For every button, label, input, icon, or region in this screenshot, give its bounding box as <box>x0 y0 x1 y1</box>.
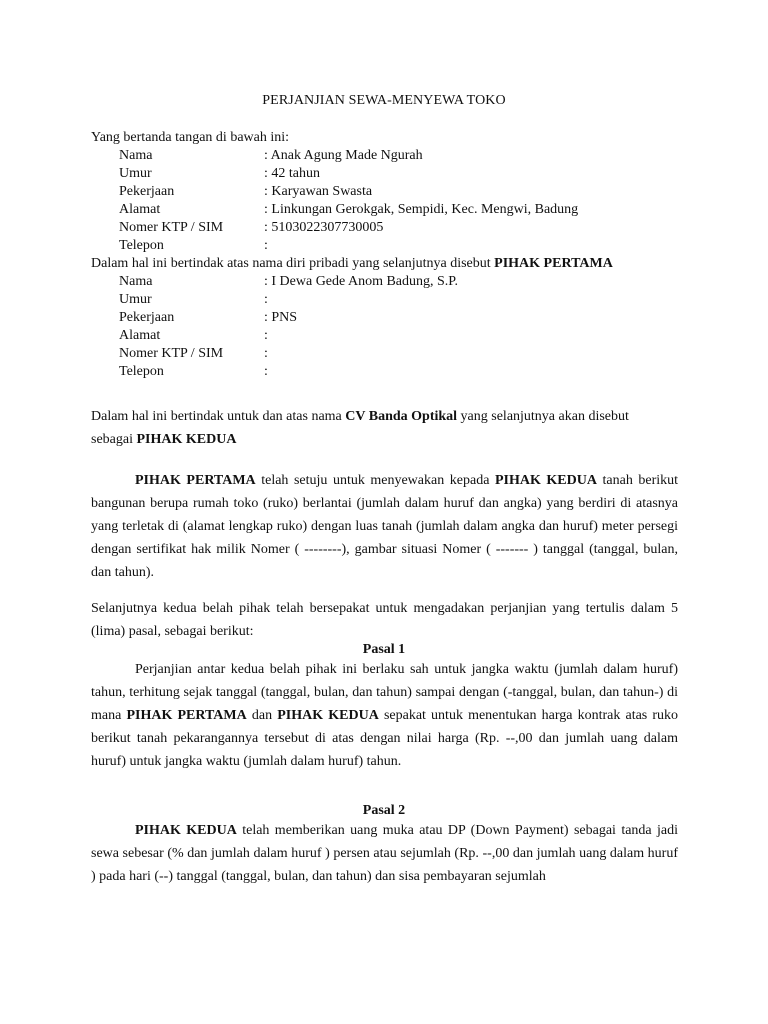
p1-act-text: Dalam hal ini bertindak atas nama diri pribadi yang selanjutnya disebut <box>91 256 491 271</box>
p2-label-nama: Nama <box>119 274 153 289</box>
main-paragraph-a: telah setuju untuk menyewakan kepada <box>261 473 490 488</box>
p1-label-umur: Umur <box>119 166 152 181</box>
pasal-1-paragraph <box>91 658 678 773</box>
company-name: CV Banda Optikal <box>345 409 458 424</box>
p1-value-alamat: : Linkungan Gerokgak, Sempidi, Kec. Mengwi, Badung <box>264 202 579 217</box>
p1-value-nama: : Anak Agung Made Ngurah <box>264 148 423 163</box>
p2-act-paragraph <box>91 405 678 451</box>
pasal-1-b: dan <box>251 708 273 723</box>
document-title: PERJANJIAN SEWA-MENYEWA TOKO <box>262 93 506 108</box>
p2-value-telepon: : <box>264 364 268 379</box>
p2-value-pekerjaan: : PNS <box>264 310 298 325</box>
p1-value-umur: : 42 tahun <box>264 166 320 181</box>
pasal-2-a: telah memberikan uang muka atau DP (Down Payment) sebagai tanda jadi sewa sebesar (% dan jumlah dalam huruf ) persen atau sejumlah (Rp. --,00 dan jumlah uang dalam huruf ) pada hari (--) tanggal (tanggal, bulan, dan tahun) dan sisa pembayaran sejumlah <box>91 823 679 884</box>
p2-value-alamat: : <box>264 328 268 343</box>
p2-label-umur: Umur <box>119 292 152 307</box>
pasal-1-a: Perjanjian antar kedua belah pihak ini berlaku sah untuk jangka waktu (jumlah dalam huruf) tahun, terhitung sejak tanggal (tanggal, bulan, dan tahun) sampai dengan (-tanggal, bulan, dan tahun-) di mana <box>91 662 678 723</box>
pasal-1-heading: Pasal 1 <box>362 642 406 657</box>
p1-value-pekerjaan: : Karyawan Swasta <box>264 184 373 199</box>
p1-label-telepon: Telepon <box>119 238 164 253</box>
intro-line: Yang bertanda tangan di bawah ini: <box>91 130 290 145</box>
pihak-pertama-label: PIHAK PERTAMA <box>494 256 613 271</box>
p1-value-ktp: : 5103022307730005 <box>264 220 384 235</box>
agreement-paragraph: Selanjutnya kedua belah pihak telah bersepakat untuk mengadakan perjanjian yang tertulis dalam 5 (lima) pasal, sebagai berikut: <box>91 601 678 639</box>
pasal-2-pihak-kedua: PIHAK KEDUA <box>135 823 237 838</box>
p2-label-telepon: Telepon <box>119 364 164 379</box>
pasal-1-c: sepakat untuk menentukan harga kontrak atas ruko berikut tanah pekarangannya tersebut di atas dengan nilai harga (Rp. --,00 dan jumlah uang dalam huruf) untuk jangka waktu (jumlah dalam huruf) tahun. <box>91 708 679 769</box>
p2-label-alamat: Alamat <box>119 328 161 343</box>
p1-label-pekerjaan: Pekerjaan <box>119 184 175 199</box>
p2-value-umur: : <box>264 292 268 307</box>
p2-act-a: Dalam hal ini bertindak untuk dan atas nama <box>91 409 342 424</box>
p2-act-b: yang selanjutnya akan disebut <box>460 409 629 424</box>
p1-label-ktp: Nomer KTP / SIM <box>119 220 224 235</box>
pasal-2-heading: Pasal 2 <box>362 803 406 818</box>
main-paragraph <box>91 469 678 584</box>
p1-label-nama: Nama <box>119 148 153 163</box>
p1-act-line <box>91 255 613 273</box>
pasal-2-paragraph <box>91 819 678 888</box>
pasal-1-pihak-pertama: PIHAK PERTAMA <box>126 708 247 723</box>
p2-label-pekerjaan: Pekerjaan <box>119 310 175 325</box>
p1-label-alamat: Alamat <box>119 202 161 217</box>
p2-value-nama: : I Dewa Gede Anom Badung, S.P. <box>264 274 459 289</box>
pihak-kedua-ref: PIHAK KEDUA <box>494 473 597 488</box>
p1-value-telepon: : <box>264 238 268 253</box>
pihak-kedua-label: PIHAK KEDUA <box>136 432 237 447</box>
p2-label-ktp: Nomer KTP / SIM <box>119 346 224 361</box>
p2-act-c: sebagai <box>91 432 133 447</box>
p2-value-ktp: : <box>264 346 268 361</box>
pasal-1-pihak-kedua: PIHAK KEDUA <box>277 708 379 723</box>
pihak-pertama-ref: PIHAK PERTAMA <box>135 473 256 488</box>
main-paragraph-b: tanah berikut bangunan berupa rumah toko (ruko) berlantai (jumlah dalam huruf dan angka) yang berdiri di atasnya yang terletak di (alamat lengkap ruko) dengan luas tanah (jumlah dalam angka dan huruf) meter persegi dengan sertifikat hak milik Nomer ( --------), gambar situasi Nomer ( ------- ) tanggal (tanggal, bulan, dan tahun). <box>91 473 679 580</box>
